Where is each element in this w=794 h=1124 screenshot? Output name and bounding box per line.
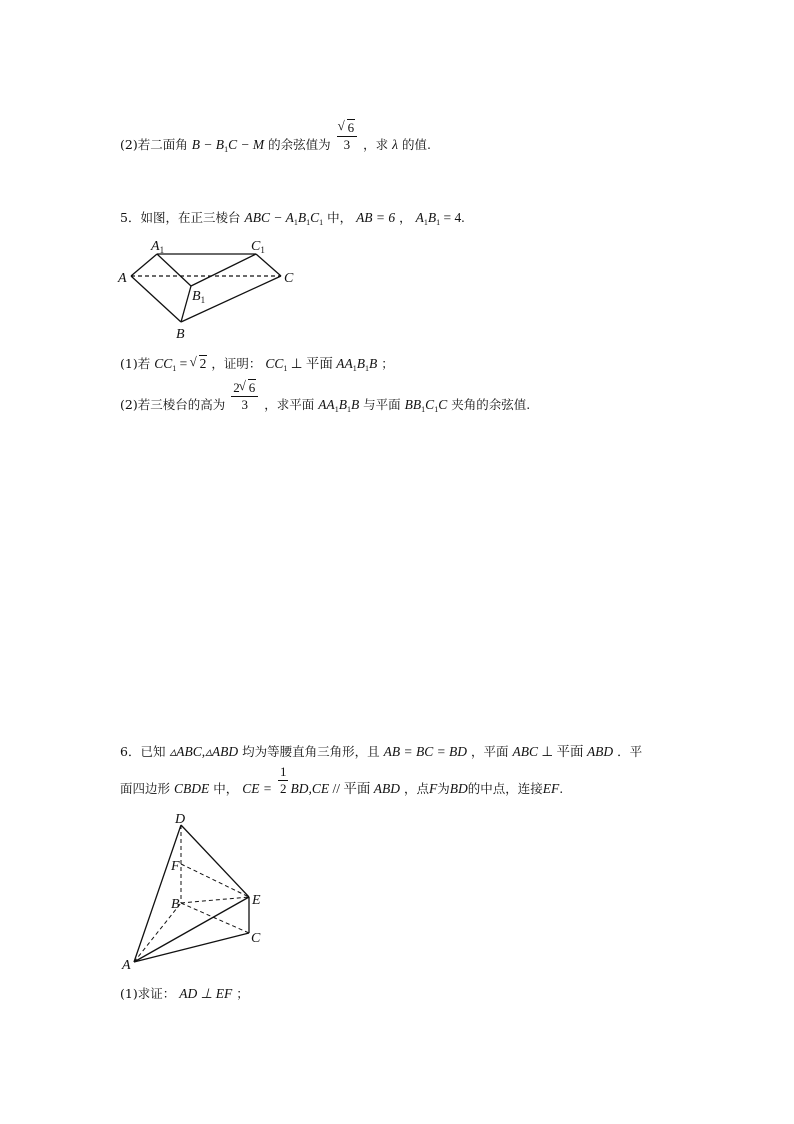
label-b: B <box>171 897 180 912</box>
q6-ce: CE = <box>242 781 272 796</box>
q4-part2-suffix: ，求 <box>363 137 389 152</box>
edge-a-c <box>134 933 249 962</box>
label-a: A <box>118 271 127 286</box>
label-a: A <box>122 958 131 973</box>
q4-cos-fraction: √ $\frac{6}{3}$ <box>337 120 358 152</box>
edge-a-b <box>131 276 181 322</box>
q5-part2-mid: ，求平面 <box>264 397 315 412</box>
q6-plane-abd-2: ABD <box>373 781 400 796</box>
q5-part2-and: 与平面 <box>363 397 401 412</box>
q4-part2 <box>120 119 431 158</box>
q6-bd: BD <box>449 781 468 796</box>
q5-part1-end: ； <box>381 356 394 371</box>
q6-line2 <box>120 763 564 797</box>
q6-line1-mid: 均为等腰直角三角形，且 <box>242 744 380 759</box>
q5-intro-prefix: 5．如图，在正三棱台 <box>120 210 241 225</box>
q6-line1-prefix: 6．已知 <box>120 744 166 759</box>
q5-part1-claim: $CC_1$ ⊥ 平面 $AA_1B_1B$ <box>265 356 378 373</box>
q6-line2-mid2: ，点 <box>403 781 429 796</box>
q6-line1-end: ．平 <box>617 744 643 759</box>
q5-plane1: $AA_1B_1B$ <box>318 397 360 414</box>
edge-b1-b <box>181 286 191 322</box>
q6-line2-mid3: 为 <box>437 781 450 796</box>
q5-part2-end: 夹角的余弦值. <box>451 397 531 412</box>
edge-d-e <box>181 825 249 897</box>
label-c: C <box>284 271 294 286</box>
q6-part1 <box>120 986 249 1002</box>
q6-perp: ⊥ 平面 <box>538 744 587 759</box>
q6-parallel: // 平面 <box>329 781 374 796</box>
label-b1: $B_1$ <box>192 289 206 305</box>
edge-f-e-hidden <box>181 864 249 897</box>
q5-part1-mid: ，证明： <box>211 356 262 371</box>
q5-intro-mid: 中， <box>327 210 353 225</box>
label-b: B <box>176 327 185 342</box>
edge-a1-b1 <box>157 254 191 286</box>
q6-line1-mid2: ，平面 <box>471 744 509 759</box>
label-a1: $A_1$ <box>151 239 165 255</box>
q5-part1-prefix: (1)若 <box>120 356 151 371</box>
q6-solid-figure <box>115 810 275 975</box>
q6-plane-abc: ABC <box>512 744 539 759</box>
label-d: D <box>175 812 186 827</box>
q5-a1b1-value: $A_1B_1 = 4$. <box>415 210 465 227</box>
q6-plane-abd: ABD <box>586 744 614 759</box>
q6-part1-end: ； <box>236 986 249 1001</box>
q6-bd-ce: BD,CE <box>290 781 330 796</box>
q4-part2-prefix: (2)若二面角 <box>120 137 188 152</box>
label-c: C <box>251 931 261 946</box>
q5-solid-name: ABC − $A_1B_1C_1$ <box>244 210 324 227</box>
q5-height-fraction: $\frac{2√ 6}{3}$ <box>231 380 258 412</box>
q6-quad: CBDE <box>174 781 210 796</box>
q6-part1-prefix: (1)求证： <box>120 986 176 1001</box>
q6-half-fraction: $\frac{1}{2}$ <box>279 763 287 796</box>
q6-line2-end: . <box>559 781 564 796</box>
edge-c1-b1 <box>191 254 256 286</box>
edge-a-e <box>134 897 249 962</box>
q4-sqrt: √ 6 <box>339 120 356 136</box>
label-e: E <box>252 893 261 908</box>
q6-ef: EF <box>542 781 560 796</box>
q6-point-f: F <box>428 781 438 796</box>
label-f: F <box>171 859 180 874</box>
q5-plane2: $BB_1C_1C$ <box>404 397 448 414</box>
q4-dihedral-expr: $B - B_1C - M$ <box>191 137 265 154</box>
q5-ab-value: AB = 6 <box>356 210 396 225</box>
q5-intro <box>120 210 465 231</box>
label-c1: $C_1$ <box>251 239 265 255</box>
edge-a-a1 <box>131 254 157 276</box>
q5-part1 <box>120 356 394 377</box>
q4-part2-end: 的值. <box>402 137 431 152</box>
edge-c1-c <box>256 254 281 276</box>
q6-line2-prefix: 面四边形 <box>120 781 171 796</box>
q5-intro-comma: ， <box>399 210 412 225</box>
q6-line1 <box>120 744 642 760</box>
q6-part1-claim: AD ⊥ EF <box>179 986 233 1001</box>
q6-triangles: ▵ABC,▵ABD <box>169 744 239 759</box>
q5-part2-prefix: (2)若三棱台的高为 <box>120 397 226 412</box>
q5-cc1-condition: $CC_1$ = √ 2 <box>154 356 207 371</box>
q6-line2-mid4: 的中点，连接 <box>467 781 543 796</box>
q5-frustum-figure <box>115 232 305 344</box>
q5-part2 <box>120 379 531 418</box>
q4-lambda: λ <box>392 137 399 152</box>
q4-part2-mid: 的余弦值为 <box>268 137 331 152</box>
q6-equal-sides: AB = BC = BD <box>383 744 468 759</box>
edge-b-c-hidden <box>181 903 249 933</box>
q6-line2-mid: 中， <box>213 781 239 796</box>
edge-d-a <box>134 825 181 962</box>
